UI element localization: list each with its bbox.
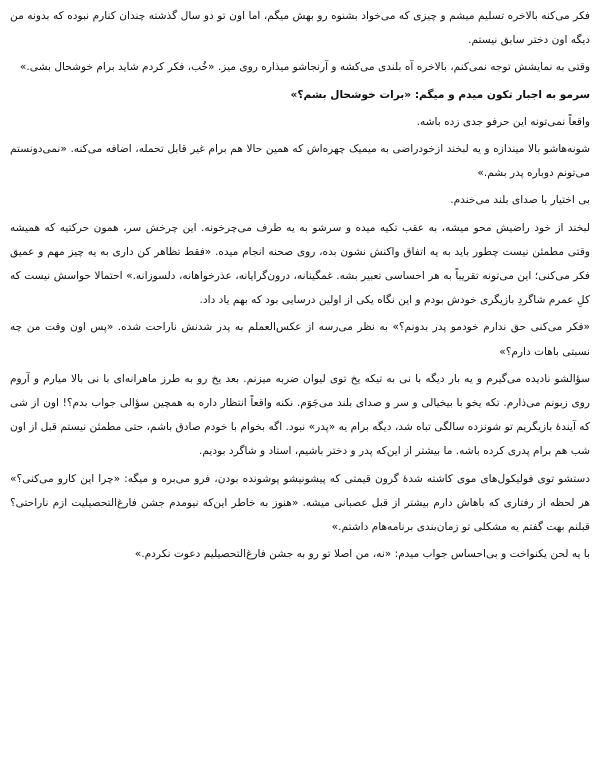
paragraph-10: دستشو توی فولیکول‌های موی کاشته شده‌ٔ گرون قیمتی که پیشونیشو پوشونده بودن، فرو می‌بره و میگه: «چرا این کارو می‌کنی؟» هر لحظه از رفتاری که باهاش دارم بیشتر از قبل عصبانی میشه. «هنوز به خاطر این‌که نیومدم جشن فارغ‌التحصیلیت ازم ناراحتی؟ قبلنم بهت گفتم یه مشکلی تو زمان‌بندی برنامه‌هام داشتم.» (10, 472, 590, 534)
paragraph-4: واقعاً نمی‌تونه این حرفو جدی زده باشه. (416, 115, 590, 128)
paragraph-11: با یه لحن یکنواخت و بی‌احساس جواب میدم: «نه، من اصلا تو رو به جشن فارغ‌التحصیلیم دعوت نکردم.» (134, 548, 590, 561)
paragraph-3: سرمو به اجبار تکون میدم و میگم: «برات خوشحال بشم؟» (290, 88, 590, 101)
paragraph-5: شونه‌هاشو بالا میندازه و یه لبخند ازخودراضی به میمیک چهره‌اش که همین حالا هم برام غیر قابل تحمله، اضافه می‌کنه. «نمی‌دونستم می‌تونم دوباره پدر بشم.» (10, 143, 590, 180)
paragraph-7: لبخند از خود راضیش محو میشه، به عقب تکیه میده و سرشو به یه طرف می‌چرخونه. این چرخش سر، همون حرکتیه که همیشه وقتی مطمئن نیست چطور باید به یه اتفاق واکنش نشون بده، روی صحنه انجام میده. «فقط تظاهر کن داری به یه چیز مهم و عمیق فکر می‌کنی؛ این می‌تونه تقریباً به هر احساسی تعبیر بشه. غمگینانه، درون‌گرایانه، عذرخواهانه، دلسوزانه.» احتمالا حواسش نیست که کلِ عمرم شاگردِ بازیگری خودش بودم و این نگاه یکی از اولین درسایی بود که بهم یاد داد. (10, 221, 590, 307)
paragraph-9: سؤالشو نادیده می‌گیرم و یه بار دیگه با نی به تیکه یخ توی لیوان ضربه میزنم. بعد یخ رو به طرز ماهرانه‌ای با نی بالا میارم و آروم روی زبونم می‌ذارم. تکه یخو با بیخیالی و سر و صدای بلند می‌جَوَم. نکنه واقعاً انتظار داره به همچین سؤالی جواب بدم؟! اون از شی که آینده‌ٔ بازیگریم تو شونزده سالگی تباه شد، دیگه برام یه «پدر» نبود. اگه بخوام با خودم صادق باشم، حتی مطمئن نیستم قبل از اون شب هم برام پدری کرده باشه. ما بیشتر از این‌که پدر و دختر باشیم، استاد و شاگرد بودیم. (10, 372, 590, 458)
paragraph-1: فکر می‌کنه بالاخره تسلیم میشم و چیزی که می‌خواد بشنوه رو بهش میگم، اما اون تو دو سال گذشته چندان کنارم نبوده که بدونه من دیگه اون دختر سابق نیستم. (10, 10, 590, 47)
paragraph-2: وقتی به نمایشش توجه نمی‌کنم، بالاخره آه بلندی می‌کشه و آرنجاشو میذاره روی میز. «خُب، فکر کردم شاید برام خوشحال بشی.» (19, 61, 590, 74)
paragraph-6: بی اختیار با صدای بلند می‌خندم. (450, 194, 590, 207)
paragraph-8: «فکر می‌کنی حق ندارم خودمو پدر بدونم؟» به نظر می‌رسه از عکس‌العملم به پدر شدنش ناراحت شده. «پس اون وقت من چه نسبتی باهات دارم؟» (10, 321, 590, 358)
book-page (10, 4, 590, 774)
